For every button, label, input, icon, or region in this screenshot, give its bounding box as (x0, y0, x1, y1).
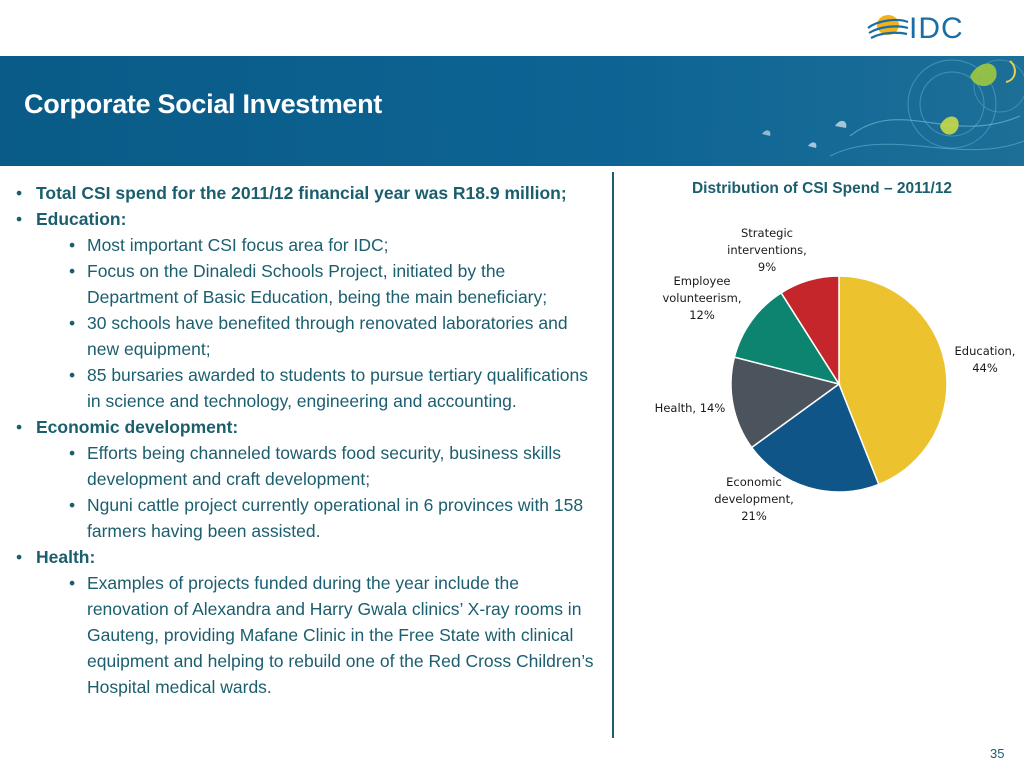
data-label-education: Education, 44% (954, 344, 1016, 375)
page-title: Corporate Social Investment (24, 89, 382, 119)
list-item: • Examples of projects funded during the year include the renovation of Alexandra and Harry Gwala clinics’ X-ray rooms in Gauteng, providing Mafane Clinic in the Free State with clinical equipment and helping to rebuild one of the Red Cross Children’s Hospital medical wards. (14, 570, 594, 700)
bullet-economic-heading: • Economic development: (14, 414, 594, 440)
list-item: • Nguni cattle project currently operational in 6 provinces with 158 farmers having been assisted. (14, 492, 594, 544)
data-label-strategic: Strategic interventions, 9% (727, 226, 807, 274)
data-label-health: Health, 14% (654, 401, 726, 415)
list-item: • Focus on the Dinaledi Schools Project, initiated by the Department of Basic Education, being the main beneficiary; (14, 258, 594, 310)
bullet-total-spend: • Total CSI spend for the 2011/12 financial year was R18.9 million; (14, 180, 594, 206)
list-item: • Efforts being channeled towards food security, business skills development and craft development; (14, 440, 594, 492)
bullet-education-heading: • Education: (14, 206, 594, 232)
page-number: 35 (990, 746, 1005, 761)
list-item: • 30 schools have benefited through renovated laboratories and new equipment; (14, 310, 594, 362)
list-item: • Most important CSI focus area for IDC; (14, 232, 594, 258)
logo-text: IDC (909, 12, 964, 45)
chart-title: Distribution of CSI Spend – 2011/12 (691, 180, 953, 197)
data-label-economic: Economic development, 21% (714, 475, 794, 523)
list-item: • 85 bursaries awarded to students to pursue tertiary qualifications in science and technology, engineering and accounting. (14, 362, 594, 414)
bullet-health-heading: • Health: (14, 544, 594, 570)
data-label-employee: Employee volunteerism, 12% (662, 274, 742, 322)
